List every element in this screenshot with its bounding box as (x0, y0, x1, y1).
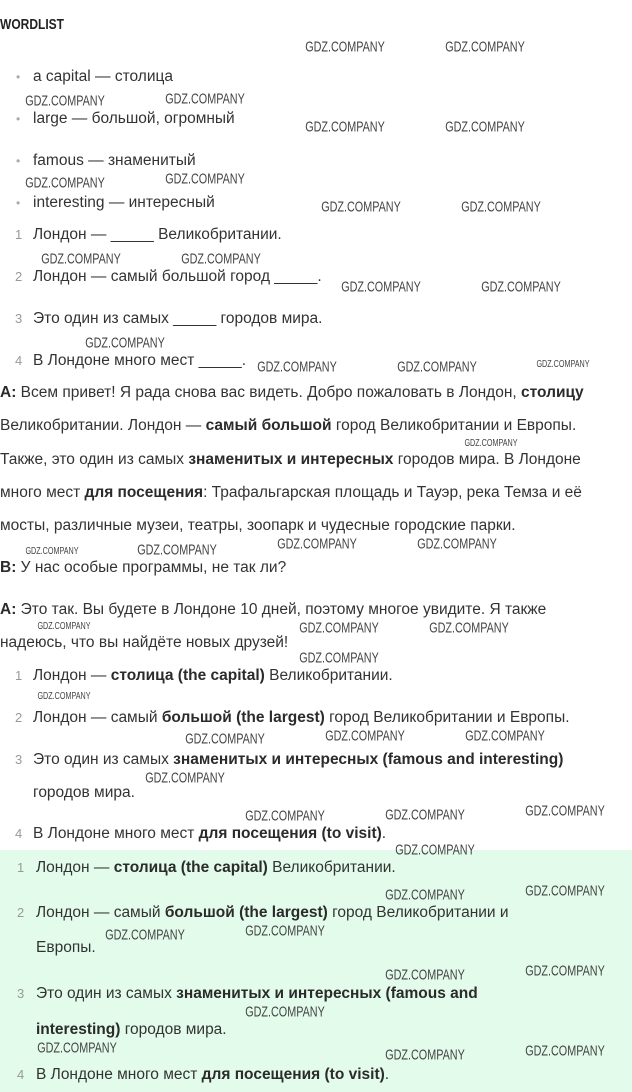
watermark: GDZ.COMPANY (41, 250, 121, 268)
answer-item: В Лондоне много мест для посещения (to visit). (36, 1066, 390, 1083)
watermark: GDZ.COMPANY (385, 966, 465, 984)
watermark: GDZ.COMPANY (137, 541, 217, 559)
dialog-line: Великобритании. Лондон — самый большой город Великобритании и Европы. (0, 417, 577, 434)
watermark: GDZ.COMPANY (299, 619, 379, 637)
watermark: GDZ.COMPANY (385, 806, 465, 824)
item-number: 2 (15, 269, 23, 284)
watermark: GDZ.COMPANY (145, 769, 225, 787)
watermark: GDZ.COMPANY (37, 1039, 117, 1057)
dialog-line: мосты, различные музеи, театры, зоопарк и чудесные городские парки. (0, 517, 516, 534)
item-number: 4 (15, 353, 23, 368)
wordlist-item: a capital — столица (33, 68, 173, 85)
watermark: GDZ.COMPANY (464, 438, 518, 449)
bullet: • (16, 112, 21, 126)
watermark: GDZ.COMPANY (461, 198, 541, 216)
wordlist-item: large — большой, огромный (33, 110, 235, 127)
bullet: • (16, 154, 21, 168)
dialog-line: A: Всем привет! Я рада снова вас видеть. Добро пожаловать в Лондон, столицу (0, 384, 584, 401)
watermark: GDZ.COMPANY (245, 1003, 325, 1021)
watermark: GDZ.COMPANY (245, 807, 325, 825)
answer-item: Это один из самых знаменитых и интересных (famous and (36, 985, 478, 1002)
item-number: 1 (15, 227, 23, 242)
bullet: • (16, 70, 21, 84)
item-number: 3 (17, 986, 25, 1001)
bullet: • (16, 196, 21, 210)
answer-item: Это один из самых знаменитых и интересных (famous and interesting) (33, 751, 564, 768)
answer-item-continuation: городов мира. (33, 784, 135, 801)
watermark: GDZ.COMPANY (397, 358, 477, 376)
watermark: GDZ.COMPANY (105, 926, 185, 944)
exercise-item: Лондон — самый большой город _____. (33, 268, 322, 285)
watermark: GDZ.COMPANY (525, 1042, 605, 1060)
watermark: GDZ.COMPANY (85, 334, 165, 352)
watermark: GDZ.COMPANY (25, 546, 79, 557)
watermark: GDZ.COMPANY (325, 727, 405, 745)
watermark: GDZ.COMPANY (445, 38, 525, 56)
watermark: GDZ.COMPANY (181, 250, 261, 268)
watermark: GDZ.COMPANY (417, 535, 497, 553)
dialog-line: A: Это так. Вы будете в Лондоне 10 дней, поэтому многое увидите. Я также (0, 601, 547, 618)
watermark: GDZ.COMPANY (277, 535, 357, 553)
watermark: GDZ.COMPANY (299, 649, 379, 667)
watermark: GDZ.COMPANY (25, 174, 105, 192)
watermark: GDZ.COMPANY (185, 730, 265, 748)
watermark: GDZ.COMPANY (465, 727, 545, 745)
watermark: GDZ.COMPANY (341, 278, 421, 296)
watermark: GDZ.COMPANY (385, 886, 465, 904)
wordlist-item: interesting — интересный (33, 194, 215, 211)
watermark: GDZ.COMPANY (165, 170, 245, 188)
wordlist-item: famous — знаменитый (33, 152, 196, 169)
dialog-line: Также, это один из самых знаменитых и интересных городов мира. В Лондоне (0, 451, 581, 468)
watermark: GDZ.COMPANY (481, 278, 561, 296)
watermark: GDZ.COMPANY (165, 90, 245, 108)
item-number: 4 (17, 1067, 25, 1082)
watermark: GDZ.COMPANY (525, 962, 605, 980)
answer-item: Лондон — самый большой (the largest) город Великобритании и (36, 904, 509, 921)
watermark: GDZ.COMPANY (321, 198, 401, 216)
answer-item: Лондон — столица (the capital) Великобритании. (36, 859, 396, 876)
dialog-line: надеюсь, что вы найдёте новых друзей! (0, 634, 289, 651)
item-number: 1 (15, 668, 23, 683)
exercise-item: Лондон — _____ Великобритании. (33, 226, 282, 243)
item-number: 2 (15, 710, 23, 725)
answer-item-continuation: interesting) городов мира. (36, 1021, 227, 1038)
wordlist-title: WORDLIST (0, 16, 64, 33)
item-number: 4 (15, 826, 23, 841)
watermark: GDZ.COMPANY (305, 38, 385, 56)
exercise-item: В Лондоне много мест _____. (33, 352, 247, 369)
answer-item: Лондон — столица (the capital) Великобритании. (33, 667, 393, 684)
answer-item-continuation: Европы. (36, 939, 96, 956)
dialog-line: B: У нас особые программы, не так ли? (0, 559, 287, 576)
watermark: GDZ.COMPANY (305, 118, 385, 136)
item-number: 2 (17, 905, 25, 920)
watermark: GDZ.COMPANY (385, 1046, 465, 1064)
watermark: GDZ.COMPANY (445, 118, 525, 136)
watermark: GDZ.COMPANY (245, 922, 325, 940)
watermark: GDZ.COMPANY (395, 841, 475, 859)
dialog-line: много мест для посещения: Трафальгарская площадь и Тауэр, река Темза и её (0, 484, 582, 501)
watermark: GDZ.COMPANY (37, 691, 91, 702)
watermark: GDZ.COMPANY (429, 619, 509, 637)
item-number: 1 (17, 860, 25, 875)
watermark: GDZ.COMPANY (257, 358, 337, 376)
exercise-item: Это один из самых _____ городов мира. (33, 310, 323, 327)
watermark: GDZ.COMPANY (525, 882, 605, 900)
watermark: GDZ.COMPANY (25, 92, 105, 110)
item-number: 3 (15, 752, 23, 767)
watermark: GDZ.COMPANY (525, 802, 605, 820)
watermark: GDZ.COMPANY (536, 359, 590, 370)
item-number: 3 (15, 311, 23, 326)
answer-item: Лондон — самый большой (the largest) город Великобритании и Европы. (33, 709, 570, 726)
answer-item: В Лондоне много мест для посещения (to visit). (33, 825, 387, 842)
watermark: GDZ.COMPANY (37, 621, 91, 632)
